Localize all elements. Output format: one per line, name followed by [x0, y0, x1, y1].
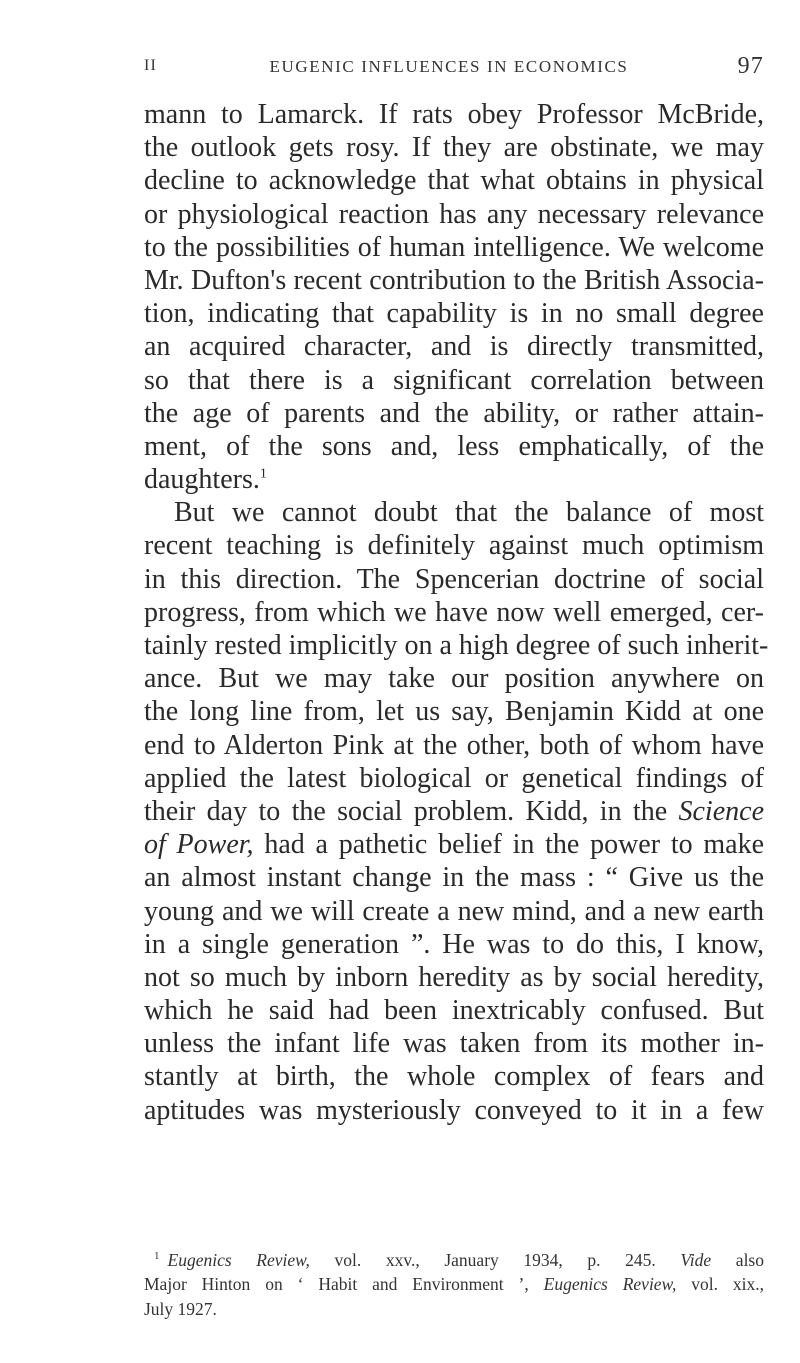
text-line-with-footnote — [144, 463, 764, 496]
text-fragment: had a pathetic belief in the power to make — [264, 829, 765, 861]
text-line: in this direction. The Spencerian doctrine of social — [144, 563, 764, 595]
footnote-marker: 1 — [154, 1250, 160, 1263]
text-line: in a single generation ”. He was to do this, I know, — [144, 928, 764, 960]
text-line: mann to Lamarck. If rats obey Professor McBride, — [144, 99, 764, 130]
text-line: end to Alderton Pink at the other, both of whom have — [144, 729, 764, 761]
text-line: applied the latest biological or genetical findings of — [144, 762, 764, 794]
text-line: the outlook gets rosy. If they are obstinate, we may — [144, 132, 764, 164]
text-line: young and we will create a new mind, and a new earth — [144, 895, 764, 927]
footnotes — [144, 1248, 764, 1321]
text-line: recent teaching is definitely against much optimism — [144, 530, 764, 562]
book-title-italic: Science — [678, 795, 764, 827]
text-line: or physiological reaction has any necessary relevance — [144, 198, 764, 230]
footnote-line — [144, 1248, 764, 1272]
text-line: aptitudes was mysteriously conveyed to it in a few — [144, 1094, 764, 1126]
text-line-with-italic — [144, 795, 764, 828]
text-line: progress, from which we have now well emerged, cer- — [144, 596, 764, 628]
footnote-line — [144, 1272, 764, 1296]
text-line: ance. But we may take our position anywhere on — [144, 663, 764, 695]
vide-italic: Vide — [680, 1250, 712, 1270]
page-number: 97 — [737, 53, 764, 79]
text-line: which he said had been inextricably confused. But — [144, 995, 764, 1027]
text-line: to the possibilities of human intelligence. We welcome — [144, 231, 764, 263]
footnote-line: July 1927. — [144, 1298, 217, 1319]
text-line: stantly at birth, the whole complex of fears and — [144, 1061, 764, 1093]
text-line: the long line from, let us say, Benjamin Kidd at one — [144, 696, 764, 728]
footnote-text: Major Hinton on ‘ Habit and Environment ’, — [144, 1274, 529, 1295]
text-line: unless the infant life was taken from its mother in- — [144, 1028, 764, 1060]
text-line: so that there is a significant correlation between — [144, 364, 764, 396]
text-fragment: daughters. — [144, 464, 260, 496]
footnote-reference: 1 — [259, 466, 267, 482]
text-line: tainly rested implicitly on a high degree of such inherit- — [144, 630, 769, 661]
paragraph-start-line: But we cannot doubt that the balance of most — [174, 497, 764, 529]
text-line: tion, indicating that capability is in no small degree — [144, 298, 764, 330]
text-line: the age of parents and the ability, or rather attain- — [144, 397, 764, 429]
running-head — [144, 53, 764, 93]
chapter-number: II — [144, 57, 158, 74]
text-fragment: their day to the social problem. Kidd, in the — [144, 795, 668, 827]
footnote-text: vol. xix., — [691, 1274, 764, 1295]
text-line: ment, of the sons and, less emphatically, of the — [144, 430, 764, 462]
text-line: an acquired character, and is directly transmitted, — [144, 331, 764, 363]
text-line: Mr. Dufton's recent contribution to the British Associa- — [144, 264, 764, 296]
footnote-text: also — [735, 1250, 764, 1270]
text-line: an almost instant change in the mass : “ Give us the — [144, 862, 764, 894]
text-line: decline to acknowledge that what obtains in physical — [144, 165, 764, 197]
book-title-italic: of Power, — [144, 829, 254, 861]
text-line: not so much by inborn heredity as by social heredity, — [144, 961, 764, 993]
text-line-with-italic — [144, 828, 764, 861]
footnote-text: vol. xxv., January 1934, p. 245. — [334, 1250, 656, 1270]
journal-title-italic: Eugenics Review, — [543, 1274, 677, 1295]
body-text — [144, 98, 769, 1127]
journal-title-italic: Eugenics Review, — [167, 1250, 310, 1270]
running-title: EUGENIC INFLUENCES IN ECONOMICS — [269, 57, 629, 76]
